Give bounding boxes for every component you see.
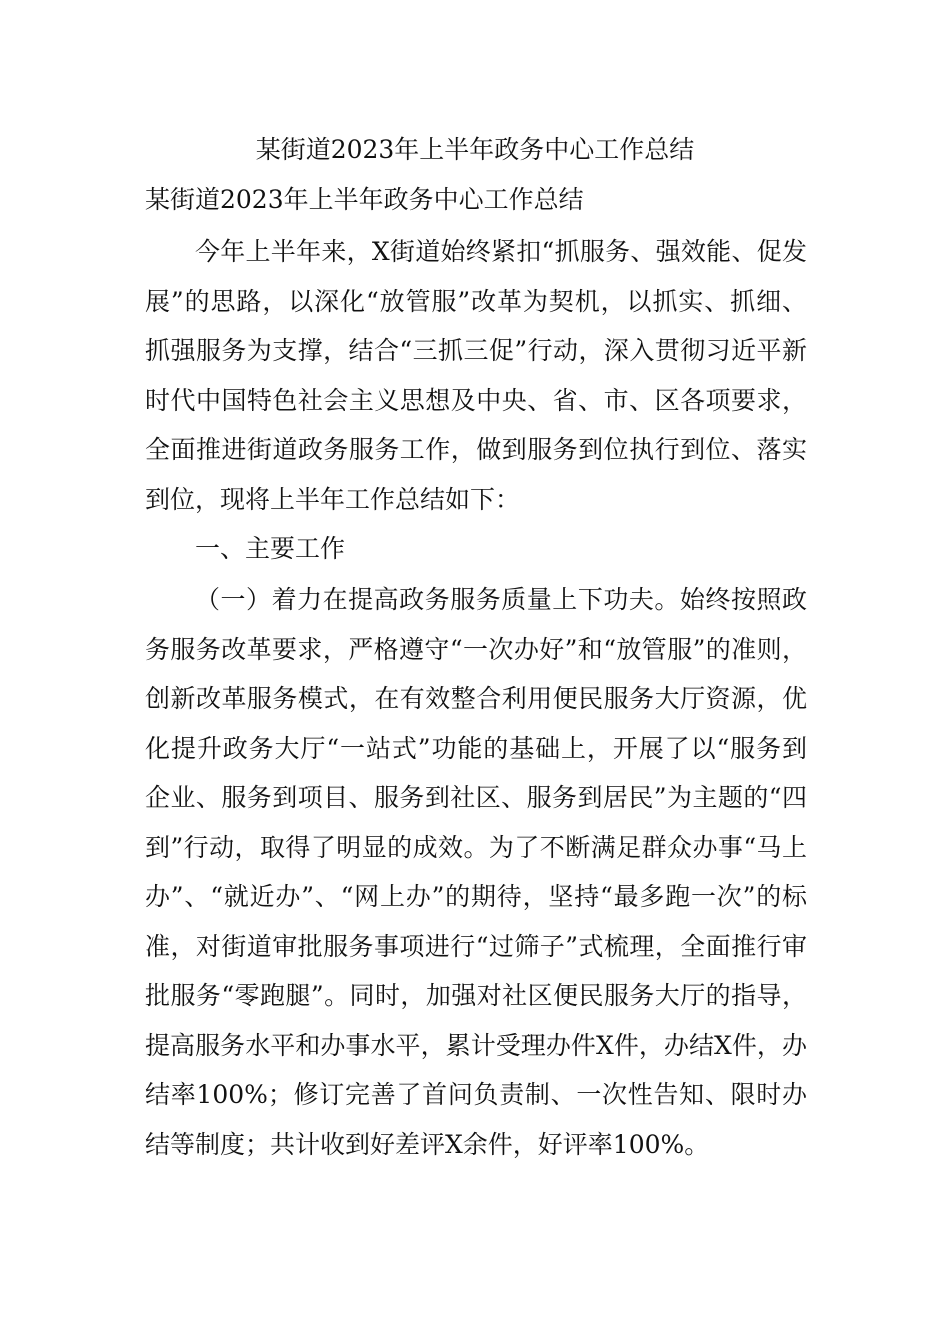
- intro-paragraph: 今年上半年来，X街道始终紧扣“抓服务、强效能、促发展”的思路，以深化“放管服”改革为契机，以抓实、抓细、抓强服务为支撑，结合“三抓三促”行动，深入贯彻习近平新时代中国特色社会主义思想及中央、省、市、区各项要求，全面推进街道政务服务工作，做到服务到位执行到位、落实到位，现将上半年工作总结如下：: [145, 237, 807, 514]
- section-paragraph: （一）着力在提高政务服务质量上下功夫。始终按照政务服务改革要求，严格遵守“一次办好”和“放管服”的准则，创新改革服务模式，在有效整合利用便民服务大厅资源，优化提升政务大厅“一站式”功能的基础上，开展了以“服务到企业、服务到项目、服务到社区、服务到居民”为主题的“四到”行动，取得了明显的成效。为了不断满足群众办事“马上办”、“就近办”、“网上办”的期待，坚持“最多跑一次”的标准，对街道审批服务事项进行“过筛子”式梳理，全面推行审批服务“零跑腿”。同时，加强对社区便民服务大厅的指导，提高服务水平和办事水平，累计受理办件X件，办结X件，办结率100%；修订完善了首问负责制、一次性告知、限时办结等制度；共计收到好差评X余件，好评率100%。: [145, 585, 807, 1159]
- section-heading: 一、主要工作: [195, 534, 346, 563]
- document-subtitle: 某街道2023年上半年政务中心工作总结: [145, 185, 584, 214]
- document-title: 某街道2023年上半年政务中心工作总结: [255, 135, 695, 164]
